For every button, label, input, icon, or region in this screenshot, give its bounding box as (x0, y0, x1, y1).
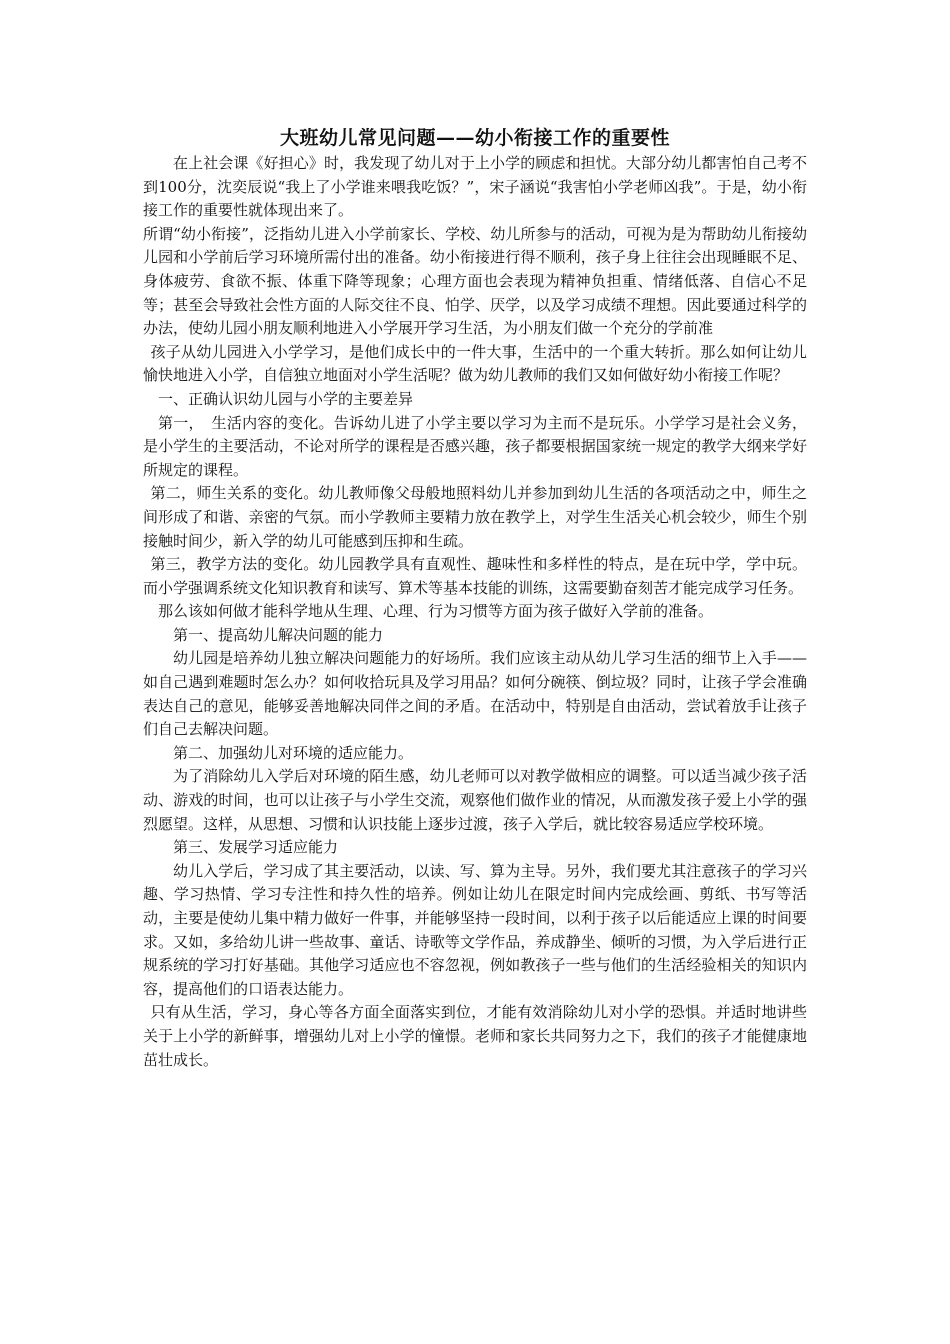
paragraph-transition: 孩子从幼儿园进入小学学习，是他们成长中的一件大事，生活中的一个重大转折。那么如何让幼儿愉快地进入小学，自信独立地面对小学生活呢？做为幼儿教师的我们又如何做好幼小衔接工作呢？ (143, 342, 807, 385)
paragraph-environment: 为了消除幼儿入学后对环境的陌生感，幼儿老师可以对教学做相应的调整。可以适当减少孩子活动、游戏的时间，也可以让孩子与小学生交流，观察他们做作业的情况，从而激发孩子爱上小学的强烈愿望。这样，从思想、习惯和认识技能上逐步过渡，孩子入学后，就比较容易适应学校环境。 (143, 767, 807, 833)
paragraph-difference-relationship: 第二，师生关系的变化。幼儿教师像父母般地照料幼儿并参加到幼儿生活的各项活动之中，师生之间形成了和谐、亲密的气氛。而小学教师主要精力放在教学上，对学生生活关心机会较少，师生个别接触时间少，新入学的幼儿可能感到压抑和生疏。 (143, 484, 807, 550)
document-title: 大班幼儿常见问题——幼小衔接工作的重要性 (279, 127, 670, 149)
paragraph-definition: 所谓“幼小衔接”，泛指幼儿进入小学前家长、学校、幼儿所参与的活动，可视为是为帮助幼儿衔接幼儿园和小学前后学习环境所需付出的准备。幼小衔接进行得不顺利，孩子身上往往会出现睡眠不足、身体疲劳、食欲不振、体重下降等现象；心理方面也会表现为精神负担重、情绪低落、自信心不足等；甚至会导致社会性方面的人际交往不良、怕学、厌学，以及学习成绩不理想。因此要通过科学的办法，使幼儿园小朋友顺利地进入小学展开学习生活，为小朋友们做一个充分的学前准 (143, 224, 807, 338)
paragraph-difference-teaching: 第三，教学方法的变化。幼儿园教学具有直观性、趣味性和多样性的特点，是在玩中学，学中玩。而小学强调系统文化知识教育和读写、算术等基本技能的训练，这需要勤奋刻苦才能完成学习任务。 (143, 555, 807, 597)
paragraph-problem-solving: 幼儿园是培养幼儿独立解决问题能力的好场所。我们应该主动从幼儿学习生活的细节上入手——如自己遇到难题时怎么办？如何收拾玩具及学习用品？如何分碗筷、倒垃圾？同时，让孩子学会准确表达自己的意见，能够妥善地解决同伴之间的矛盾。在活动中，特别是自由活动，尝试着放手让孩子们自己去解决问题。 (143, 649, 807, 739)
section-heading-differences: 一、正确认识幼儿园与小学的主要差异 (158, 389, 414, 408)
subheading-problem-solving: 第一、提高幼儿解决问题的能力 (173, 625, 384, 644)
paragraph-intro: 在上社会课《好担心》时，我发现了幼儿对于上小学的顾虑和担忧。大部分幼儿都害怕自己考不到100分，沈奕辰说“我上了小学谁来喂我吃饭？”，宋子涵说“我害怕小学老师凶我”。于是，幼小衔接工作的重要性就体现出来了。 (143, 154, 807, 220)
paragraph-learning: 幼儿入学后，学习成了其主要活动，以读、写、算为主导。另外，我们要尤其注意孩子的学习兴趣、学习热情、学习专注性和持久性的培养。例如让幼儿在限定时间内完成绘画、剪纸、书写等活动，主要是使幼儿集中精力做好一件事，并能够坚持一段时间，以利于孩子以后能适应上课的时间要求。又如，多给幼儿讲一些故事、童话、诗歌等文学作品，养成静坐、倾听的习惯，为入学后进行正规系统的学习打好基础。其他学习适应也不容忽视，例如教孩子一些与他们的生活经验相关的知识内容，提高他们的口语表达能力。 (143, 861, 807, 998)
document-body (143, 152, 807, 1072)
paragraph-difference-life: 第一， 生活内容的变化。告诉幼儿进了小学主要以学习为主而不是玩乐。小学学习是社会义务，是小学生的主要活动，不论对所学的课程是否感兴趣，孩子都要根据国家统一规定的教学大纲来学好所规定的课程。 (143, 413, 807, 479)
subheading-learning: 第三、发展学习适应能力 (173, 838, 339, 857)
paragraph-preparation-question: 那么该如何做才能科学地从生理、心理、行为习惯等方面为孩子做好入学前的准备。 (158, 602, 714, 621)
paragraph-conclusion: 只有从生活，学习，身心等各方面全面落实到位，才能有效消除幼儿对小学的恐惧。并适时地讲些关于上小学的新鲜事，增强幼儿对上小学的憧憬。老师和家长共同努力之下，我们的孩子才能健康地茁壮成长。 (143, 1003, 807, 1069)
subheading-environment: 第二、加强幼儿对环境的适应能力。 (173, 743, 414, 762)
